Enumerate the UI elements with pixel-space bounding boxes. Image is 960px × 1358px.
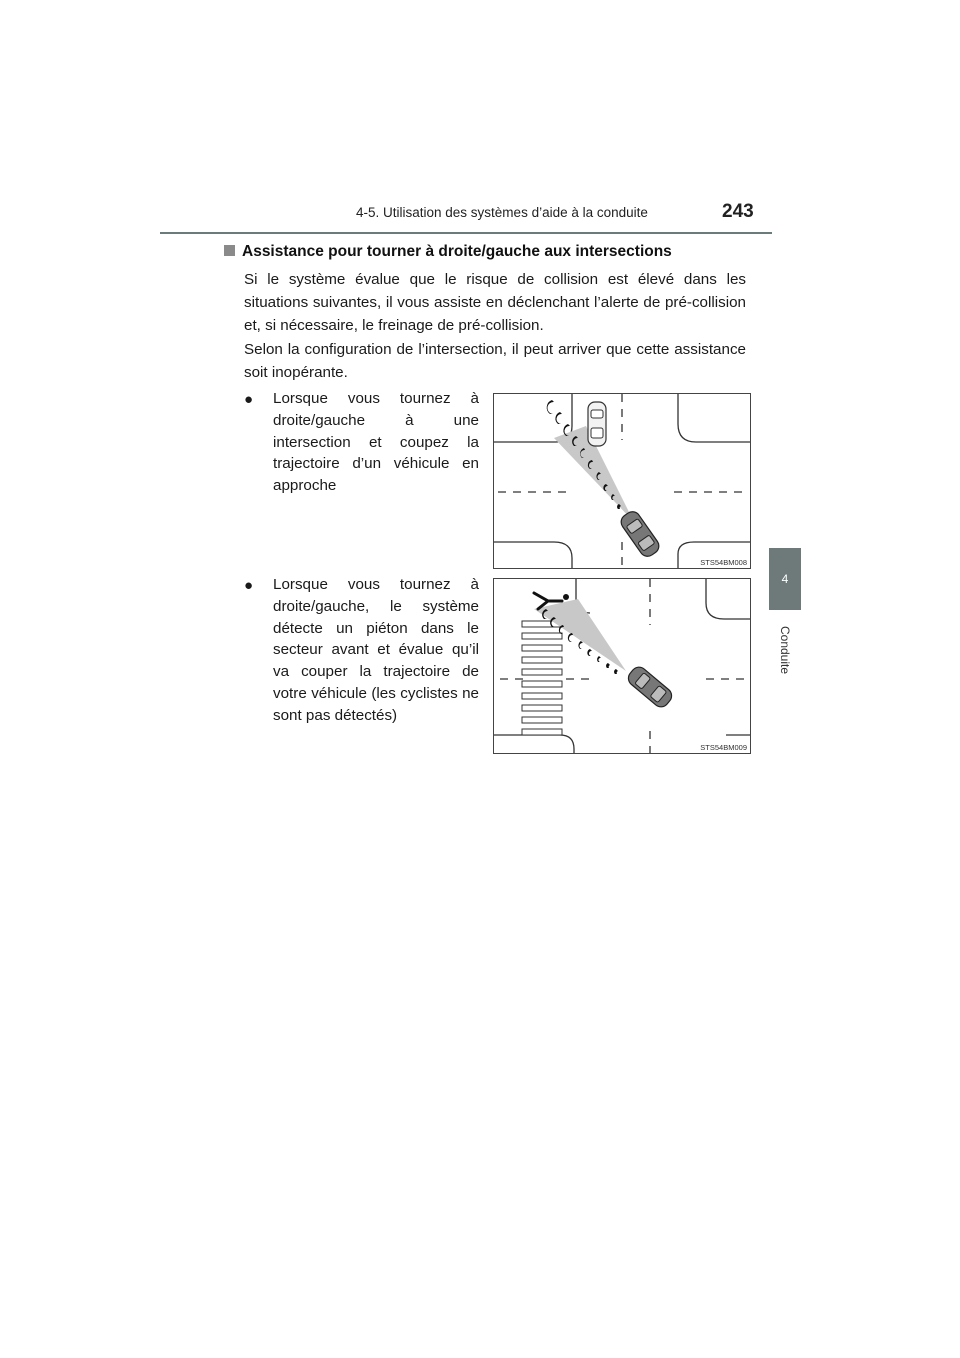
curb-bottom-left xyxy=(494,542,572,568)
curb-top-left xyxy=(494,394,572,442)
chapter-tab-label-wrap xyxy=(769,614,801,684)
header-section-title: 4-5. Utilisation des systèmes d’aide à la conduite xyxy=(356,205,648,220)
illustration-oncoming-vehicle xyxy=(493,393,751,569)
header-rule xyxy=(160,232,772,234)
figure-code: STS54BM008 xyxy=(700,558,747,567)
intersection-diagram xyxy=(494,579,750,753)
bullet-dot-icon: ● xyxy=(244,577,254,594)
crosswalk xyxy=(522,621,562,735)
bullet-item-pedestrian xyxy=(244,574,479,727)
oncoming-car xyxy=(588,402,606,446)
bullet-dot-icon: ● xyxy=(244,391,254,408)
illustration-pedestrian xyxy=(493,578,751,754)
intersection-diagram xyxy=(494,394,750,568)
paragraph-intro: Si le système évalue que le risque de collision est élevé dans les situations suivantes, il vous assiste en déclenchant l’alerte de pré-collision et, si nécessaire, le freinage de pré-collision. xyxy=(244,271,746,334)
section-heading-text: Assistance pour tourner à droite/gauche aux intersections xyxy=(242,243,672,260)
own-car xyxy=(618,509,662,560)
paragraph-note: Selon la configuration de l’intersection, il peut arriver que cette assistance soit inopérante. xyxy=(244,341,746,381)
chapter-tab-number: 4 xyxy=(781,572,789,586)
bullet-text: Lorsque vous tournez à droite/gauche à une intersection et coupez la trajectoire d’un véhicule en approche xyxy=(273,390,479,495)
curb-top-right xyxy=(706,579,750,619)
curb-top-right xyxy=(678,394,750,442)
page-number: 243 xyxy=(722,201,754,222)
bullet-item-vehicle xyxy=(244,388,479,497)
bullet-text: Lorsque vous tournez à droite/gauche, le système détecte un piéton dans le secteur avant et évalue qu’il va couper la trajectoire de votre véhicule (les cyclistes ne sont pas détectés) xyxy=(273,576,479,724)
section-heading xyxy=(224,243,672,261)
own-car xyxy=(625,664,675,710)
chapter-tab-label: Conduite xyxy=(778,625,792,675)
heading-square-icon xyxy=(224,245,235,256)
curb-bottom-left xyxy=(494,735,574,753)
figure-code: STS54BM009 xyxy=(700,743,747,752)
